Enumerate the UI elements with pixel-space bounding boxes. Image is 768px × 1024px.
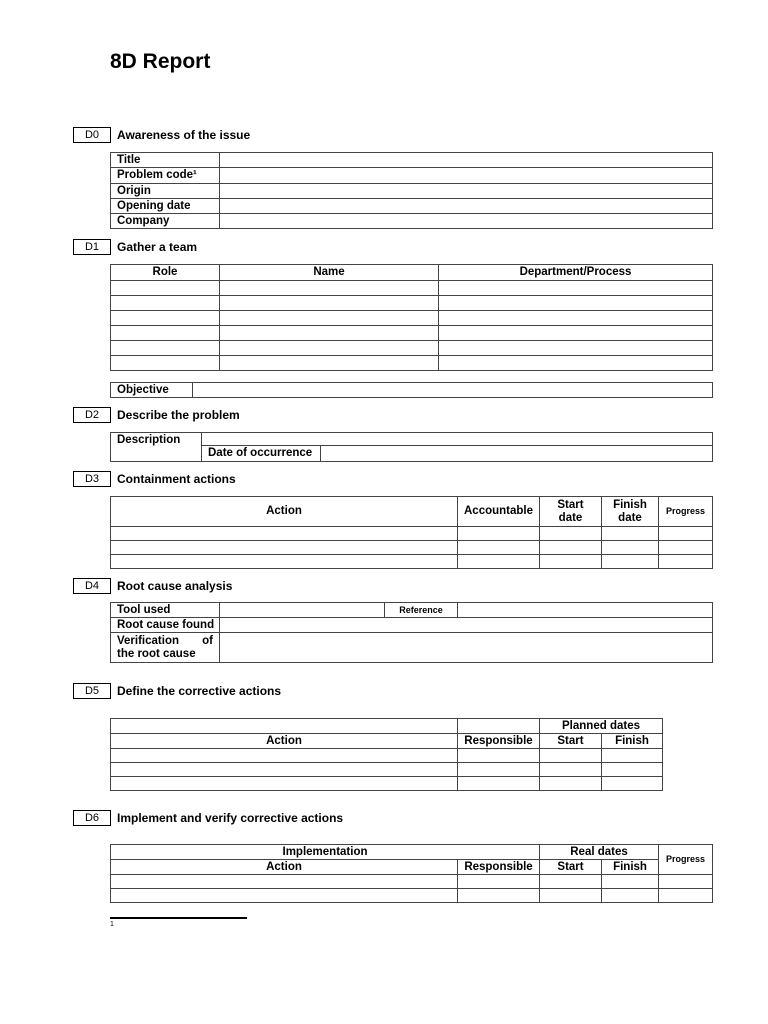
d3-header-progress: Progress: [659, 497, 713, 527]
d5-blank-header: [111, 719, 458, 734]
d6-header-action: Action: [111, 860, 458, 875]
section-label-d5: Define the corrective actions: [117, 684, 282, 698]
verification-word: Verification: [117, 634, 179, 647]
d5-cell[interactable]: [111, 763, 458, 777]
d5-cell[interactable]: [602, 749, 663, 763]
d1-cell[interactable]: [220, 296, 439, 311]
d3-cell[interactable]: [458, 555, 540, 569]
root-cause-found-field[interactable]: [220, 618, 713, 633]
footnote-separator: [110, 917, 247, 919]
d1-cell[interactable]: [111, 281, 220, 296]
d3-cell[interactable]: [540, 541, 602, 555]
d0-row-label: Origin: [111, 184, 220, 199]
d1-cell[interactable]: [111, 296, 220, 311]
d6-cell[interactable]: [659, 875, 713, 889]
d3-cell[interactable]: [540, 527, 602, 541]
section-code-d4: D4: [73, 578, 111, 594]
real-dates-header: Real dates: [540, 845, 659, 860]
section-label-d1: Gather a team: [117, 240, 198, 254]
d3-header-action: Action: [111, 497, 458, 527]
d1-cell[interactable]: [111, 356, 220, 371]
d6-cell[interactable]: [602, 889, 659, 903]
d3-cell[interactable]: [602, 555, 659, 569]
d3-cell[interactable]: [458, 541, 540, 555]
d1-cell[interactable]: [220, 281, 439, 296]
footnote-number: 1: [110, 921, 114, 928]
d4-table: [110, 602, 713, 663]
date-of-occurrence-label: Date of occurrence: [202, 446, 321, 462]
d6-header-progress: Progress: [659, 845, 713, 875]
d1-cell[interactable]: [220, 311, 439, 326]
verification-line-2: the root cause: [117, 647, 196, 660]
section-code-d1: D1: [73, 239, 111, 255]
d0-row-label: Problem code¹: [111, 168, 220, 184]
d3-table: [110, 496, 713, 569]
d1-cell[interactable]: [439, 281, 713, 296]
section-code-d5: D5: [73, 683, 111, 699]
d0-row-value[interactable]: [220, 153, 713, 168]
verification-of-word: of: [202, 634, 213, 647]
d6-header-start: Start: [540, 860, 602, 875]
section-label-d6: Implement and verify corrective actions: [117, 811, 344, 825]
implementation-header: Implementation: [111, 845, 540, 860]
reference-field[interactable]: [458, 603, 713, 618]
d6-cell[interactable]: [540, 889, 602, 903]
d1-header-department: Department/Process: [439, 265, 713, 281]
d5-cell[interactable]: [602, 777, 663, 791]
section-code-d0: D0: [73, 127, 111, 143]
d3-header-accountable: Accountable: [458, 497, 540, 527]
planned-dates-header: Planned dates: [540, 719, 663, 734]
page-title: 8D Report: [110, 50, 211, 73]
objective-label: Objective: [111, 383, 193, 398]
d0-row-value[interactable]: [220, 214, 713, 229]
d0-row-label: Company: [111, 214, 220, 229]
objective-field[interactable]: [193, 383, 713, 398]
section-code-d6: D6: [73, 810, 111, 826]
d6-header-finish: Finish: [602, 860, 659, 875]
reference-label: Reference: [385, 603, 458, 618]
d0-row-value[interactable]: [220, 199, 713, 214]
d3-cell[interactable]: [111, 541, 458, 555]
d6-cell[interactable]: [458, 889, 540, 903]
d0-row-label: Title: [111, 153, 220, 168]
d5-cell[interactable]: [111, 777, 458, 791]
d5-cell[interactable]: [602, 763, 663, 777]
d3-cell[interactable]: [602, 541, 659, 555]
d5-header-start: Start: [540, 734, 602, 749]
d3-cell[interactable]: [659, 527, 713, 541]
d6-cell[interactable]: [659, 889, 713, 903]
d6-header-responsible: Responsible: [458, 860, 540, 875]
tool-used-label: Tool used: [111, 603, 220, 618]
d5-cell[interactable]: [458, 777, 540, 791]
d1-header-name: Name: [220, 265, 439, 281]
verification-label: [111, 633, 220, 663]
d5-cell[interactable]: [540, 763, 602, 777]
section-label-d3: Containment actions: [117, 472, 236, 486]
d5-cell[interactable]: [458, 749, 540, 763]
d5-cell[interactable]: [540, 777, 602, 791]
d1-cell[interactable]: [439, 326, 713, 341]
d1-cell[interactable]: [439, 296, 713, 311]
section-label-d0: Awareness of the issue: [117, 128, 251, 142]
d3-cell[interactable]: [659, 555, 713, 569]
d5-header-action: Action: [111, 734, 458, 749]
d0-row-value[interactable]: [220, 168, 713, 184]
d3-cell[interactable]: [540, 555, 602, 569]
d5-cell[interactable]: [540, 749, 602, 763]
d1-cell[interactable]: [111, 326, 220, 341]
d3-cell[interactable]: [602, 527, 659, 541]
d3-cell[interactable]: [659, 541, 713, 555]
d6-table: [110, 844, 713, 903]
d1-cell[interactable]: [111, 341, 220, 356]
section-label-d2: Describe the problem: [117, 408, 240, 422]
d1-cell[interactable]: [220, 341, 439, 356]
d6-cell[interactable]: [540, 875, 602, 889]
d1-cell[interactable]: [111, 311, 220, 326]
d1-cell[interactable]: [220, 356, 439, 371]
d6-cell[interactable]: [111, 889, 458, 903]
section-code-d3: D3: [73, 471, 111, 487]
description-label: Description: [111, 433, 202, 462]
d1-cell[interactable]: [439, 341, 713, 356]
d5-cell[interactable]: [111, 749, 458, 763]
d6-cell[interactable]: [602, 875, 659, 889]
tool-used-field[interactable]: [220, 603, 385, 618]
d6-cell[interactable]: [111, 875, 458, 889]
d3-cell[interactable]: [111, 555, 458, 569]
d3-cell[interactable]: [111, 527, 458, 541]
d5-header-finish: Finish: [602, 734, 663, 749]
d6-cell[interactable]: [458, 875, 540, 889]
d3-header-finish-date: Finish date: [602, 497, 659, 527]
d5-blank-header: [458, 719, 540, 734]
d1-header-role: Role: [111, 265, 220, 281]
d3-header-start-date: Start date: [540, 497, 602, 527]
section-code-d2: D2: [73, 407, 111, 423]
d1-team-table: [110, 264, 713, 371]
d2-table: [110, 432, 713, 462]
d3-cell[interactable]: [458, 527, 540, 541]
description-field[interactable]: [202, 433, 713, 446]
section-label-d4: Root cause analysis: [117, 579, 233, 593]
d5-header-responsible: Responsible: [458, 734, 540, 749]
d0-row-label: Opening date: [111, 199, 220, 214]
d0-table: [110, 152, 713, 229]
d5-table: [110, 718, 663, 791]
d0-row-value[interactable]: [220, 184, 713, 199]
d1-cell[interactable]: [439, 356, 713, 371]
verification-field[interactable]: [220, 633, 713, 663]
root-cause-found-label: Root cause found: [111, 618, 220, 633]
d5-cell[interactable]: [458, 763, 540, 777]
d1-cell[interactable]: [439, 311, 713, 326]
d1-cell[interactable]: [220, 326, 439, 341]
d1-objective-table: [110, 382, 713, 398]
date-of-occurrence-field[interactable]: [321, 446, 713, 462]
